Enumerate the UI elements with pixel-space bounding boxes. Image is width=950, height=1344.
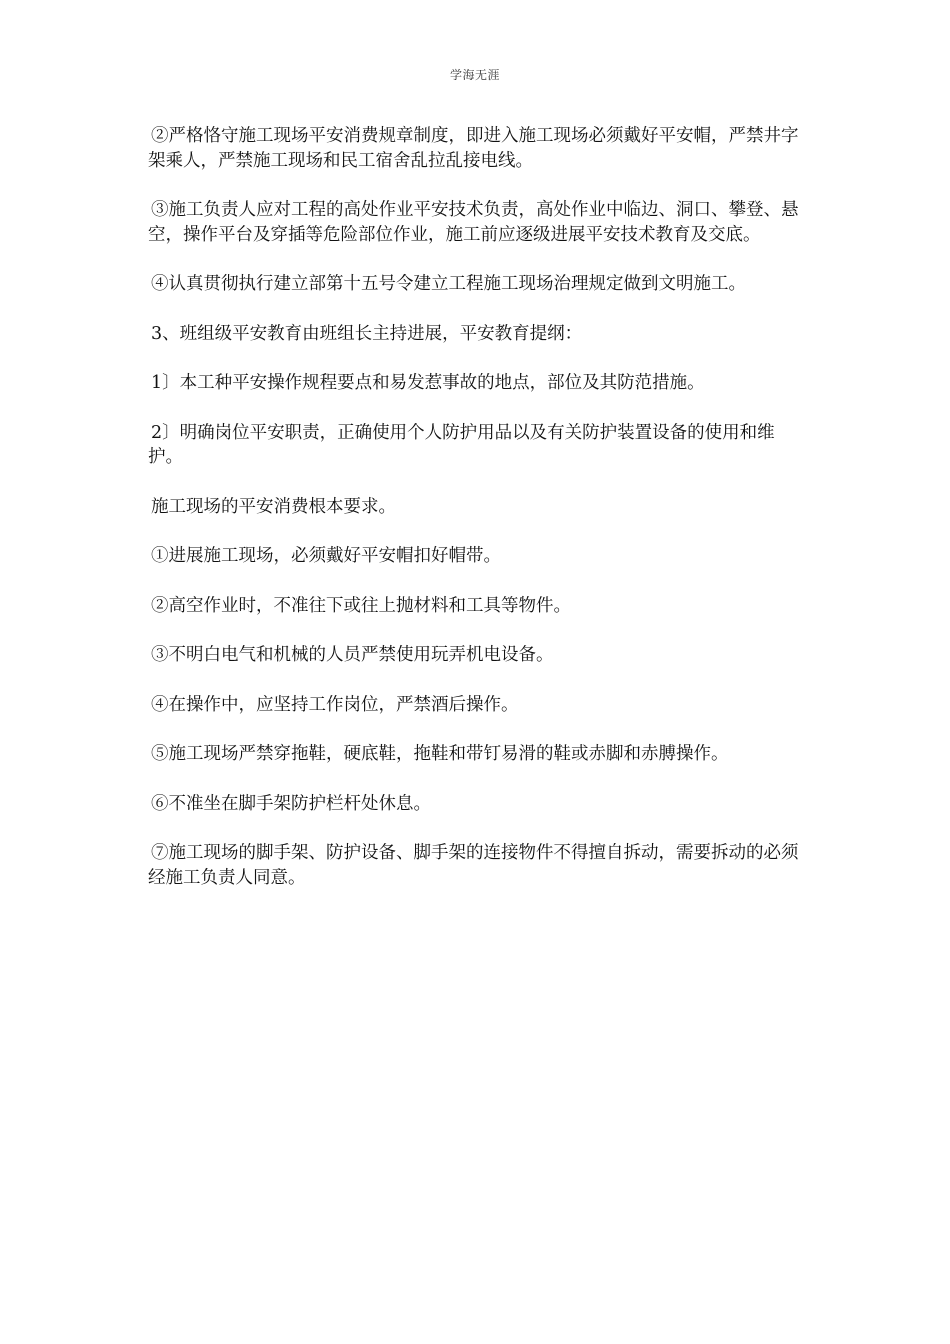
- paragraph-requirement-6: ⑥不准坐在脚手架防护栏杆处休息。: [151, 793, 431, 814]
- paragraph-section-heading: 施工现场的平安消费根本要求。: [151, 496, 396, 517]
- paragraph-requirement-5: ⑤施工现场严禁穿拖鞋，硬底鞋，拖鞋和带钉易滑的鞋或赤脚和赤膊操作。: [151, 744, 729, 764]
- paragraph-rule-3: ③施工负责人应对工程的高处作业平安技术负责，高处作业中临边、洞口、攀登、悬空，操作平台及穿插等危险部位作业，施工前应逐级进展平安技术教育及交底。: [148, 200, 799, 245]
- paragraph-requirement-3: ③不明白电气和机械的人员严禁使用玩弄机电设备。: [151, 645, 554, 665]
- document-body: [148, 124, 808, 915]
- paragraph-requirement-1: ①进展施工现场，必须戴好平安帽扣好帽带。: [151, 546, 501, 566]
- paragraph-requirement-7: ⑦施工现场的脚手架、防护设备、脚手架的连接物件不得擅自拆动，需要拆动的必须经施工负责人同意。: [148, 843, 799, 888]
- paragraph-outline-2: 2〕明确岗位平安职责，正确使用个人防护用品以及有关防护装置设备的使用和维护。: [148, 422, 775, 467]
- paragraph-rule-4: ④认真贯彻执行建立部第十五号令建立工程施工现场治理规定做到文明施工。: [151, 274, 746, 294]
- paragraph-requirement-2: ②高空作业时，不准往下或往上抛材料和工具等物件。: [151, 595, 571, 616]
- paragraph-requirement-4: ④在操作中，应坚持工作岗位，严禁酒后操作。: [151, 694, 519, 715]
- page-header: 学海无涯: [449, 68, 500, 82]
- paragraph-team-education: 3、班组级平安教育由班组长主持进展，平安教育提纲：: [151, 323, 583, 344]
- paragraph-outline-1: 1〕本工种平安操作规程要点和易发惹事故的地点，部位及其防范措施。: [151, 373, 705, 393]
- paragraph-rule-2: ②严格恪守施工现场平安消费规章制度，即进入施工现场必须戴好平安帽，严禁井字架乘人，严禁施工现场和民工宿舍乱拉乱接电线。: [148, 126, 799, 171]
